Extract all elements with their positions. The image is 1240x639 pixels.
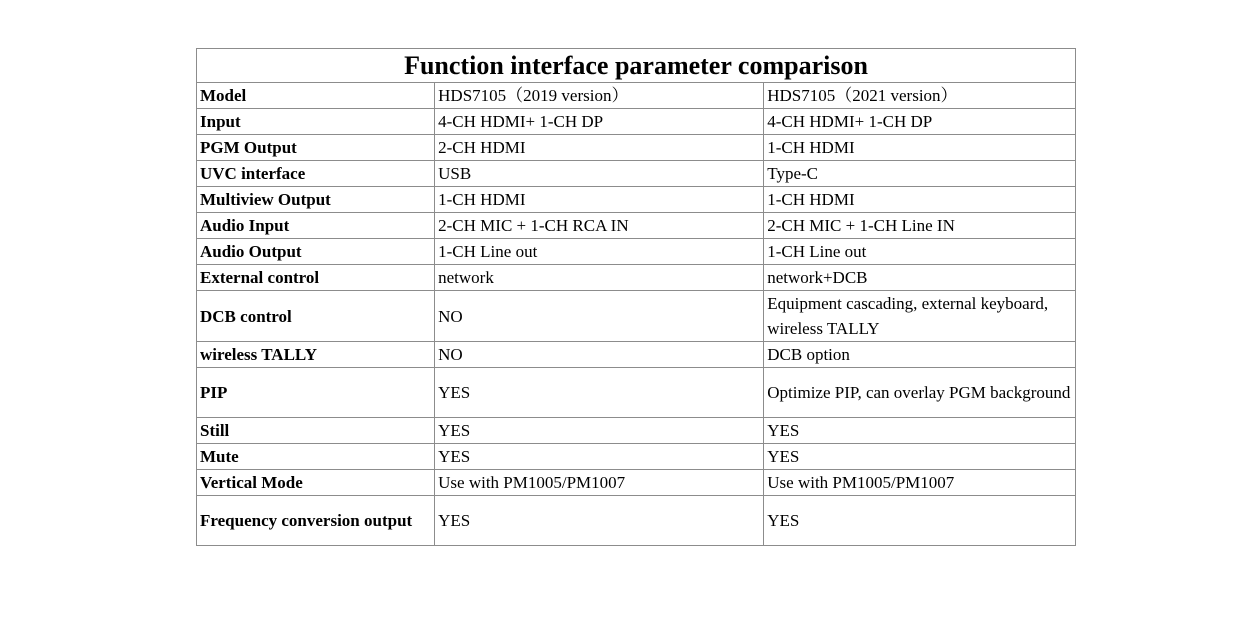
table-row <box>197 368 1076 418</box>
cell-2021: Equipment cascading, external keyboard, wireless TALLY <box>764 291 1076 342</box>
row-label: Frequency conversion output <box>197 496 435 546</box>
cell-2019: 1-CH Line out <box>435 239 764 265</box>
cell-2019: USB <box>435 161 764 187</box>
cell-2019: network <box>435 265 764 291</box>
row-label: UVC interface <box>197 161 435 187</box>
table-row <box>197 470 1076 496</box>
table-row <box>197 418 1076 444</box>
table-row <box>197 135 1076 161</box>
table-row <box>197 342 1076 368</box>
row-label: Model <box>197 83 435 109</box>
cell-2021: HDS7105（2021 version） <box>764 83 1076 109</box>
cell-2021: DCB option <box>764 342 1076 368</box>
table-row <box>197 83 1076 109</box>
cell-2021: 4-CH HDMI+ 1-CH DP <box>764 109 1076 135</box>
cell-2021: YES <box>764 418 1076 444</box>
cell-2019: YES <box>435 368 764 418</box>
cell-2021: Type-C <box>764 161 1076 187</box>
cell-2019: 4-CH HDMI+ 1-CH DP <box>435 109 764 135</box>
row-label: Multiview Output <box>197 187 435 213</box>
cell-2021: 1-CH HDMI <box>764 187 1076 213</box>
cell-2019: Use with PM1005/PM1007 <box>435 470 764 496</box>
table-title: Function interface parameter comparison <box>197 49 1076 83</box>
table-row <box>197 496 1076 546</box>
row-label: External control <box>197 265 435 291</box>
title-row <box>197 49 1076 83</box>
row-label: Vertical Mode <box>197 470 435 496</box>
cell-2021: Optimize PIP, can overlay PGM background <box>764 368 1076 418</box>
cell-2019: YES <box>435 444 764 470</box>
cell-2021: 1-CH HDMI <box>764 135 1076 161</box>
cell-2019: NO <box>435 342 764 368</box>
comparison-table <box>196 48 1076 546</box>
table-row <box>197 187 1076 213</box>
cell-2019: YES <box>435 418 764 444</box>
table-row <box>197 291 1076 342</box>
row-label: wireless TALLY <box>197 342 435 368</box>
table-row <box>197 109 1076 135</box>
cell-2021: Use with PM1005/PM1007 <box>764 470 1076 496</box>
table-row <box>197 213 1076 239</box>
row-label: Audio Output <box>197 239 435 265</box>
cell-2021: 2-CH MIC + 1-CH Line IN <box>764 213 1076 239</box>
cell-2021: network+DCB <box>764 265 1076 291</box>
cell-2019: NO <box>435 291 764 342</box>
cell-2019: HDS7105（2019 version） <box>435 83 764 109</box>
cell-2019: YES <box>435 496 764 546</box>
table-row <box>197 161 1076 187</box>
cell-2019: 2-CH HDMI <box>435 135 764 161</box>
table-row <box>197 239 1076 265</box>
row-label: Audio Input <box>197 213 435 239</box>
cell-2019: 1-CH HDMI <box>435 187 764 213</box>
cell-2019: 2-CH MIC + 1-CH RCA IN <box>435 213 764 239</box>
row-label: PIP <box>197 368 435 418</box>
comparison-sheet <box>196 48 1076 546</box>
row-label: Still <box>197 418 435 444</box>
table-row <box>197 444 1076 470</box>
table-row <box>197 265 1076 291</box>
row-label: Mute <box>197 444 435 470</box>
cell-2021: YES <box>764 496 1076 546</box>
row-label: Input <box>197 109 435 135</box>
cell-2021: 1-CH Line out <box>764 239 1076 265</box>
row-label: PGM Output <box>197 135 435 161</box>
row-label: DCB control <box>197 291 435 342</box>
cell-2021: YES <box>764 444 1076 470</box>
